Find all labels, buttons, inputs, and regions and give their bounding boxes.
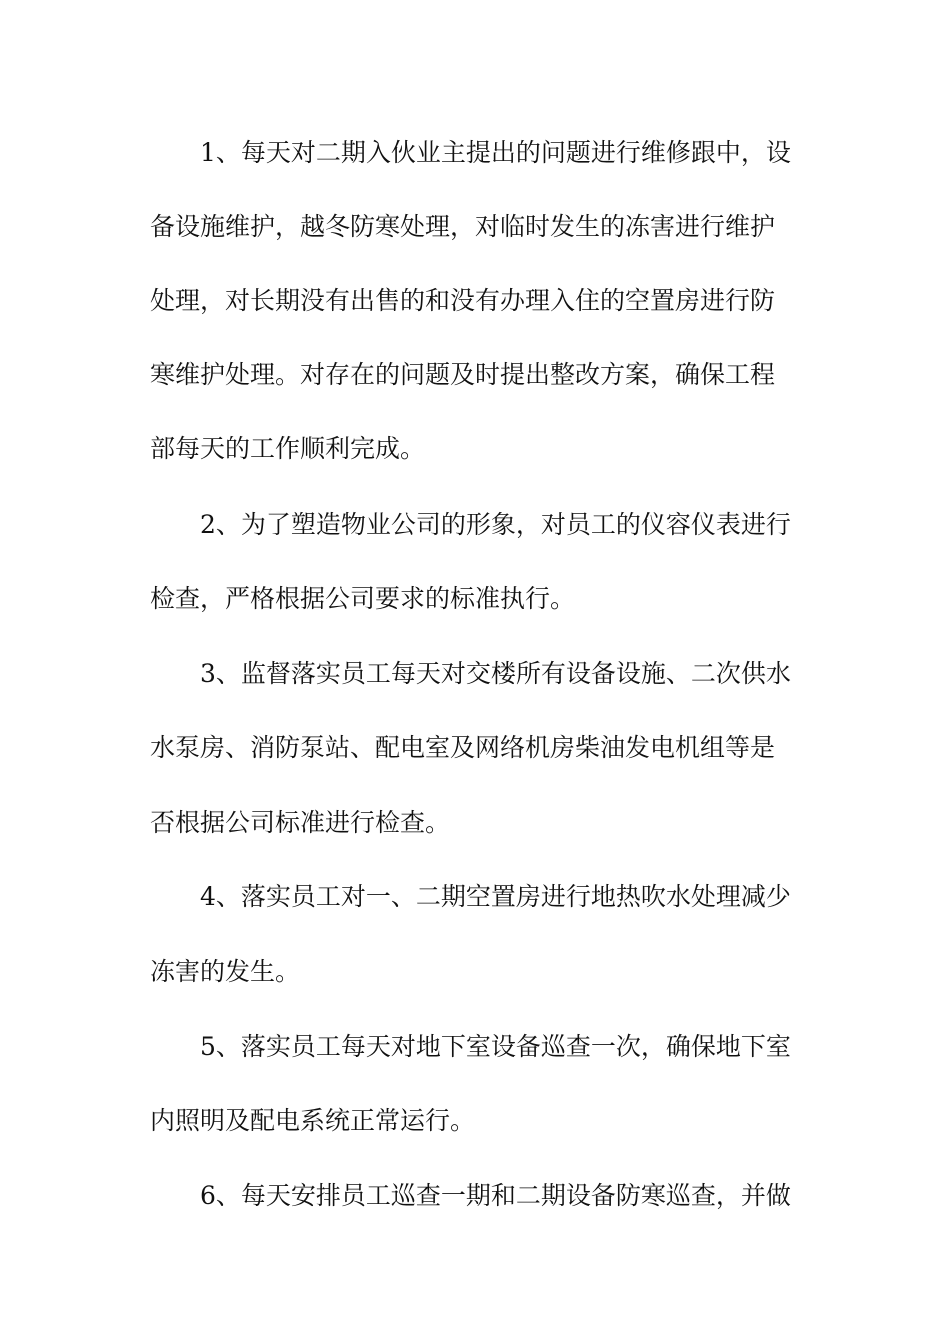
paragraph-3-line-3: 否根据公司标准进行检查。 <box>150 808 451 837</box>
paragraph-4-line-2: 冻害的发生。 <box>150 957 301 986</box>
paragraph-6-line-1: 6、每天安排员工巡查一期和二期设备防寒巡查，并做 <box>200 1181 791 1210</box>
paragraph-2-line-1: 2、为了塑造物业公司的形象，对员工的仪容仪表进行 <box>200 510 791 539</box>
paragraph-4-line-1: 4、落实员工对一、二期空置房进行地热吹水处理减少 <box>200 882 791 911</box>
paragraph-1-line-2: 备设施维护，越冬防寒处理，对临时发生的冻害进行维护 <box>150 212 776 241</box>
paragraph-1-line-5: 部每天的工作顺利完成。 <box>150 434 426 463</box>
paragraph-1-line-1: 1、每天对二期入伙业主提出的问题进行维修跟中，设 <box>200 138 791 167</box>
paragraph-2-line-2: 检查，严格根据公司要求的标准执行。 <box>150 584 576 613</box>
paragraph-5-line-1: 5、落实员工每天对地下室设备巡查一次，确保地下室 <box>200 1032 791 1061</box>
paragraph-3-line-2: 水泵房、消防泵站、配电室及网络机房柴油发电机组等是 <box>150 733 776 762</box>
paragraph-5-line-2: 内照明及配电系统正常运行。 <box>150 1106 476 1135</box>
paragraph-1-line-4: 寒维护处理。对存在的问题及时提出整改方案，确保工程 <box>150 360 776 389</box>
paragraph-3-line-1: 3、监督落实员工每天对交楼所有设备设施、二次供水 <box>200 659 791 688</box>
paragraph-1-line-3: 处理，对长期没有出售的和没有办理入住的空置房进行防 <box>150 286 776 315</box>
